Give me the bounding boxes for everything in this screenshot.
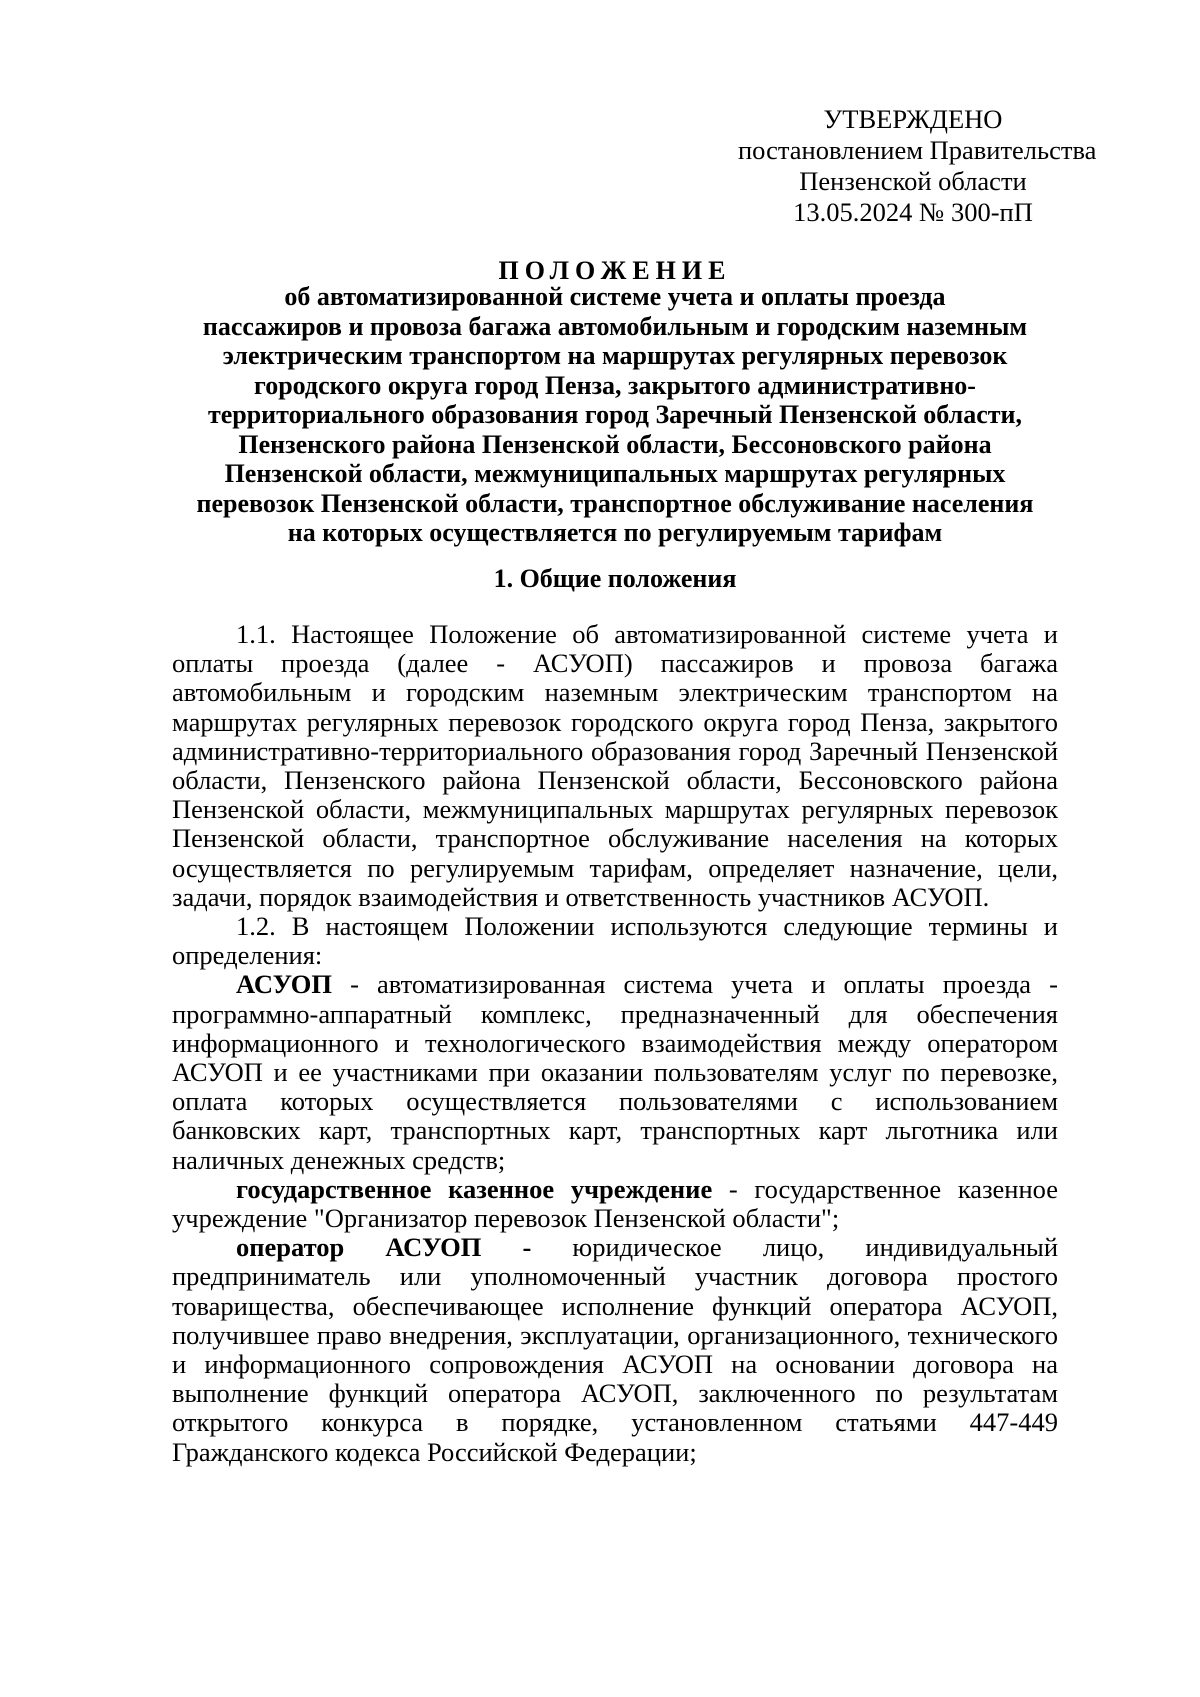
subtitle-line: территориального образования город Заречный Пензенской области, [207, 400, 1023, 429]
approval-line: постановлением Правительства [738, 135, 1097, 165]
definition-asuop-operator [172, 1233, 1058, 1467]
definition-text: - государственное казенное учреждение "Организатор перевозок Пензенской области"; [172, 1173, 1058, 1234]
approval-line: УТВЕРЖДЕНО [823, 104, 1003, 134]
subtitle-line: городского округа город Пенза, закрытого административно- [254, 370, 976, 400]
subtitle-line: электрическим транспортом на маршрутах регулярных перевозок [222, 341, 1008, 370]
subtitle-line: на которых осуществляется по регулируемым тарифам [287, 518, 943, 547]
document-body [172, 620, 1058, 1467]
definition-term: государственное казенное учреждение [236, 1173, 713, 1204]
paragraph-1-1: 1.1. Настоящее Положение об автоматизированной системе учета и оплаты проезда (далее - АСУОП) пассажиров и провоза багажа автомобильным и городским наземным электрическим транспортом на маршрутах регулярных перевозок городского округа город Пенза, закрытого административно-территориального образования город Заречный Пензенской области, Пензенского района Пензенской области, Бессоновского района Пензенской области, межмуниципальных маршрутах регулярных перевозок Пензенской области, транспортное обслуживание населения на которых осуществляется по регулируемым тарифам, определяет назначение, цели, задачи, порядок взаимодействия и ответственность участников АСУОП. [172, 619, 1058, 912]
definition-term: АСУОП [236, 969, 332, 1000]
subtitle-line: пассажиров и провоза багажа автомобильным и городским наземным [202, 311, 1028, 341]
section-heading: 1. Общие положения [493, 564, 737, 593]
paragraph-1-2: 1.2. В настоящем Положении используются следующие термины и определения: [172, 911, 1058, 971]
approval-line: Пензенской области [799, 166, 1027, 196]
document-subtitle [172, 282, 1058, 548]
subtitle-line: Пензенского района Пензенской области, Бессоновского района [238, 429, 992, 459]
document-title: ПОЛОЖЕНИЕ [498, 256, 732, 285]
definition-text: - автоматизированная система учета и оплаты проезда - программно-аппаратный комплекс, предназначенный для обеспечения информационного и технологического взаимодействия между оператором АСУОП и ее участниками при оказании пользователям услуг по перевозке, оплата которых осуществляется пользователями с использованием банковских карт, транспортных карт, транспортных карт льготника или наличных денежных средств; [172, 969, 1058, 1175]
definition-term: оператор АСУОП - [236, 1232, 532, 1263]
definition-asuop [172, 970, 1058, 1174]
document-page [172, 0, 1097, 1697]
definition-government-institution [172, 1175, 1058, 1233]
definition-text: юридическое лицо, индивидуальный предприниматель или уполномоченный участник договора простого товарищества, обеспечивающее исполнение функций оператора АСУОП, получившее право внедрения, эксплуатации, организационного, технического и информационного сопровождения АСУОП на основании договора на выполнение функций оператора АСУОП, заключенного по результатам открытого конкурса в порядке, установленном статьями 447-449 Гражданского кодекса Российской Федерации; [172, 1232, 1059, 1467]
approval-date-number: 13.05.2024 № 300-пП [793, 197, 1033, 227]
subtitle-line: перевозок Пензенской области, транспортное обслуживание населения [196, 488, 1034, 518]
approval-stamp [738, 104, 1097, 228]
subtitle-line: Пензенской области, межмуниципальных маршрутах регулярных [224, 459, 1006, 488]
subtitle-line: об автоматизированной системе учета и оплаты проезда [284, 282, 946, 311]
